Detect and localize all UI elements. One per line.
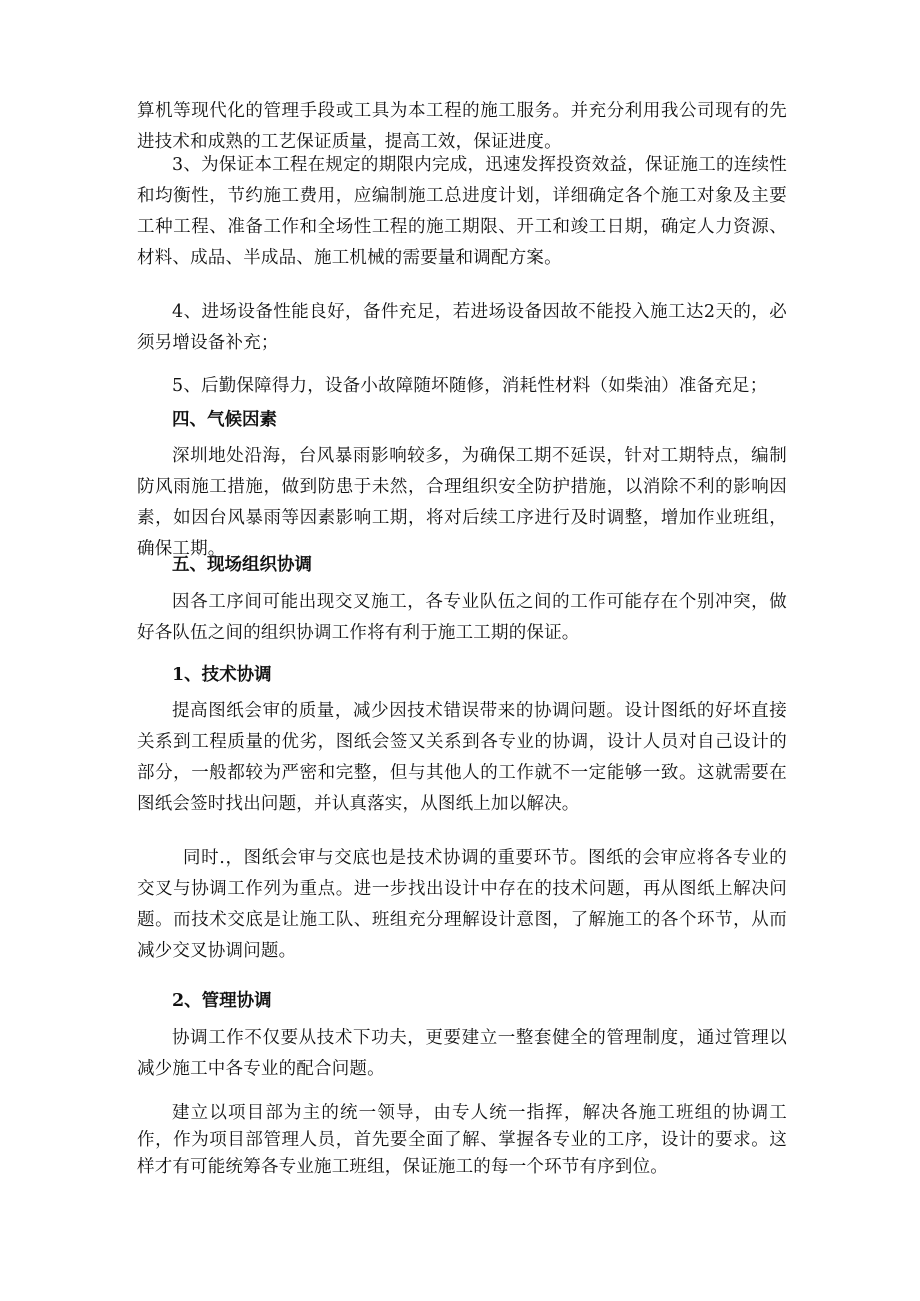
subheading-technical-coordination: 1、技术协调 [172,665,272,685]
subheading-management-coordination: 2、管理协调 [172,991,272,1011]
paragraph-technical-coordination: 提高图纸会审的质量，减少因技术错误带来的协调问题。设计图纸的好坏直接关系到工程质量的优劣，图纸会签又关系到各专业的协调，设计人员对自己设计的部分，一般都较为严密和完整，但与其他人的工作就不一定能够一致。这就需要在图纸会签时找出问题，并认真落实，从图纸上加以解决。 [137,701,787,814]
paragraph-item-3: 3、为保证本工程在规定的期限内完成，迅速发挥投资效益，保证施工的连续性和均衡性，节约施工费用，应编制施工总进度计划，详细确定各个施工对象及主要工种工程、准备工作和全场性工程的施工期限、开工和竣工日期，确定人力资源、材料、成品、半成品、施工机械的需要量和调配方案。 [137,155,787,268]
paragraph-coordination: 因各工序间可能出现交叉施工，各专业队伍之间的工作可能存在个别冲突，做好各队伍之间的组织协调工作将有利于施工工期的保证。 [137,592,787,643]
paragraph-climate: 深圳地处沿海，台风暴雨影响较多，为确保工期不延误，针对工期特点，编制防风雨施工措施，做到防患于未然，合理组织安全防护措施，以消除不利的影响因素，如因台风暴雨等因素影响工期，将对后续工序进行及时调整，增加作业班组，确保工期。 [137,446,787,559]
section-heading-climate: 四、气候因素 [172,410,277,430]
paragraph-drawing-review: 同时.，图纸会审与交底也是技术协调的重要环节。图纸的会审应将各专业的交叉与协调工作列为重点。进一步找出设计中存在的技术问题，再从图纸上解决问题。而技术交底是让施工队、班组充分理解设计意图，了解施工的各个环节，从而减少交叉协调问题。 [137,848,787,961]
paragraph-management-coordination: 协调工作不仅要从技术下功夫，更要建立一整套健全的管理制度，通过管理以减少施工中各专业的配合问题。 [137,1028,787,1079]
paragraph-continuation: 算机等现代化的管理手段或工具为本工程的施工服务。并充分利用我公司现有的先进技术和成熟的工艺保证质量，提高工效，保证进度。 [137,101,787,152]
paragraph-item-5: 5、后勤保障得力，设备小故障随坏随修，消耗性材料（如柴油）准备充足； [172,376,768,396]
paragraph-unified-leadership: 建立以项目部为主的统一领导，由专人统一指挥，解决各施工班组的协调工作，作为项目部管理人员，首先要全面了解、掌握各专业的工序，设计的要求。这样才有可能统筹各专业施工班组，保证施工的每一个环节有序到位。 [137,1103,787,1177]
section-heading-coordination: 五、现场组织协调 [172,555,312,575]
paragraph-item-4: 4、进场设备性能良好，备件充足，若进场设备因故不能投入施工达2天的，必须另增设备补充； [137,302,787,353]
